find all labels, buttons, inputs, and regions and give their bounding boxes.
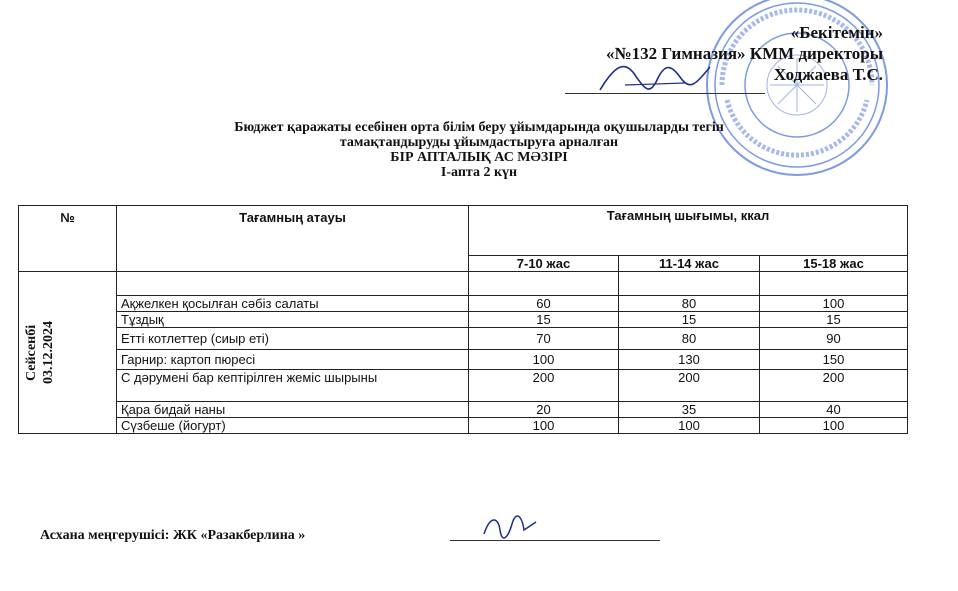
value-11-14: 100 <box>619 418 760 434</box>
day-cell <box>19 272 117 434</box>
value-7-10: 15 <box>469 312 619 328</box>
table-row <box>19 350 908 370</box>
header-output: Тағамның шығымы, ккал <box>469 206 908 256</box>
value-15-18: 100 <box>760 296 908 312</box>
value-7-10: 60 <box>469 296 619 312</box>
value-7-10: 100 <box>469 350 619 370</box>
director-signature <box>595 55 715 100</box>
header-dish-name: Тағамның атауы <box>117 206 469 272</box>
value-15-18: 90 <box>760 328 908 350</box>
director-name: Ходжаева Т.С. <box>773 65 883 84</box>
header-number: № <box>19 206 117 272</box>
table-row <box>19 418 908 434</box>
dish-name: Гарнир: картоп пюресі <box>117 350 469 370</box>
value-15-18: 150 <box>760 350 908 370</box>
value-11-14: 15 <box>619 312 760 328</box>
title-line-3: БІР АПТАЛЫҚ АС МӘЗІРІ <box>390 150 568 165</box>
approval-title: «Бекітемін» <box>790 23 883 42</box>
age-group-7-10: 7-10 жас <box>469 256 619 272</box>
table-row <box>19 312 908 328</box>
day-name: Сейсенбі <box>24 324 39 381</box>
value-7-10: 100 <box>469 418 619 434</box>
title-line-4: І-апта 2 күн <box>440 165 518 180</box>
value-7-10: 70 <box>469 328 619 350</box>
table-row <box>19 402 908 418</box>
title-line-1: Бюджет қаражаты есебінен орта білім беру ұйымдарында оқушыларды тегін <box>234 120 724 135</box>
day-date: 03.12.2024 <box>41 321 56 384</box>
value-7-10: 20 <box>469 402 619 418</box>
value-15-18: 15 <box>760 312 908 328</box>
value-11-14: 80 <box>619 296 760 312</box>
dish-name: Қара бидай наны <box>117 402 469 418</box>
manager-signature <box>480 512 540 542</box>
value-11-14: 130 <box>619 350 760 370</box>
title-line-2: тамақтандыруды ұйымдастыруға арналған <box>339 135 619 150</box>
dish-name: Тұздық <box>117 312 469 328</box>
age-group-15-18: 15-18 жас <box>760 256 908 272</box>
table-row <box>19 296 908 312</box>
value-15-18: 40 <box>760 402 908 418</box>
dish-name: Ақжелкен қосылған сәбіз салаты <box>117 296 469 312</box>
value-11-14: 80 <box>619 328 760 350</box>
age-group-11-14: 11-14 жас <box>619 256 760 272</box>
value-11-14: 35 <box>619 402 760 418</box>
organization-line: «№132 Гимназия» КММ директоры <box>606 44 883 63</box>
value-11-14: 200 <box>619 370 760 402</box>
dish-name: Сүзбеше (йогурт) <box>117 418 469 434</box>
table-row <box>19 370 908 402</box>
dish-name: Етті котлеттер (сиыр еті) <box>117 328 469 350</box>
document-title <box>0 120 958 180</box>
canteen-manager-label: Асхана меңгерушісі: ЖК «Разакберлина » <box>40 528 306 543</box>
dish-name: С дәрумені бар кептірілген жеміс шырыны <box>117 370 469 402</box>
value-15-18: 100 <box>760 418 908 434</box>
value-15-18: 200 <box>760 370 908 402</box>
table-row <box>19 328 908 350</box>
menu-table <box>18 205 908 434</box>
value-7-10: 200 <box>469 370 619 402</box>
